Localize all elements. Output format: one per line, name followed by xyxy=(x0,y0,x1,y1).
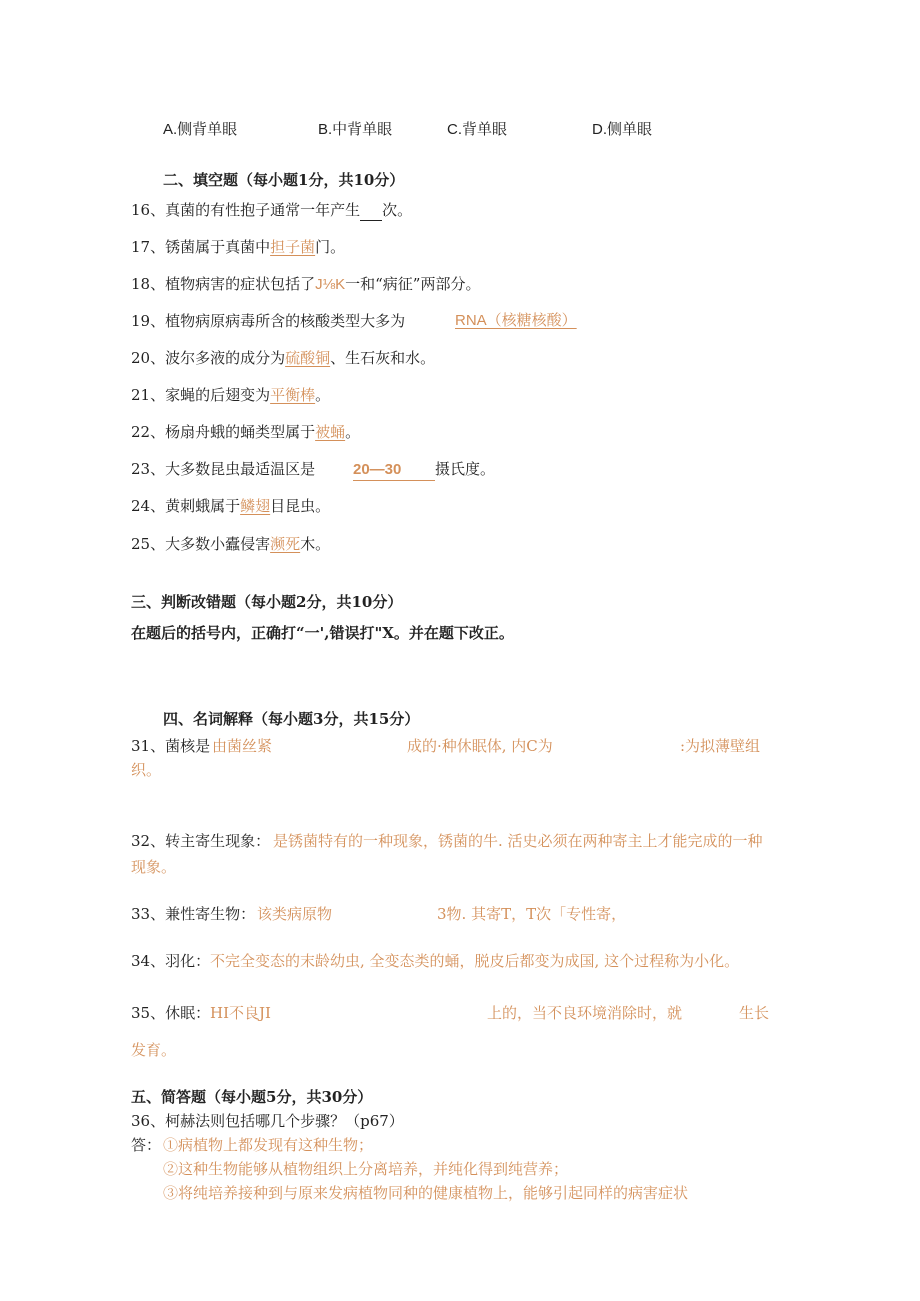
question-number: 25、 xyxy=(131,535,166,553)
question-text: 植物病原病毒所含的核酸类型大多为 xyxy=(165,312,406,330)
question-34-label: 34、羽化： xyxy=(131,952,211,970)
answer-35-part1: HI不良JI xyxy=(210,1004,271,1022)
answer-text: 担子菌 xyxy=(270,238,316,256)
answer-31-part1: 由菌丝紧 xyxy=(212,737,273,755)
answer-text: 被蛹 xyxy=(315,423,346,441)
question-24 xyxy=(131,496,330,516)
question-text: 锈菌属于真菌中 xyxy=(165,238,271,256)
question-17 xyxy=(131,237,345,257)
answer-34-part1: 不完全变态的末龄幼虫, 全变态类的蛹，脱皮后都变为成国, 这个过程称为小化。 xyxy=(210,952,740,970)
answer-label: 答： xyxy=(131,1136,162,1154)
question-text: 家蝇的后翅变为 xyxy=(165,386,271,404)
answer-35-part3: 生长 xyxy=(739,1004,770,1022)
answer-35-part4: 发育。 xyxy=(131,1041,177,1059)
question-text: 大多数小蠹侵害 xyxy=(165,535,271,553)
question-31-label: 31、菌核是 xyxy=(131,737,211,755)
answer-31-part4: 织。 xyxy=(131,761,162,779)
question-36: 36、柯赫法则包括哪几个步骤？（p67） xyxy=(131,1112,404,1130)
question-23 xyxy=(131,459,315,479)
answer-blank xyxy=(353,459,435,481)
answer-32-part2: 现象。 xyxy=(131,858,177,876)
question-text-after: 。 xyxy=(315,386,331,404)
option-b: B.中背单眼 xyxy=(318,121,393,138)
answer-text: J⅛K xyxy=(315,276,346,293)
question-text-after: 门。 xyxy=(315,238,346,256)
answer-text: 濒死 xyxy=(270,535,301,553)
question-number: 21、 xyxy=(131,386,166,404)
answer-33-part2: 3物. 其寄T，T次「专性寄， xyxy=(437,905,627,923)
question-18 xyxy=(131,274,480,295)
question-text: 杨扇舟蛾的蛹类型属于 xyxy=(165,423,316,441)
option-a: A.侧背单眼 xyxy=(163,121,238,138)
question-20 xyxy=(131,348,435,368)
question-25 xyxy=(131,534,330,554)
answer-text: 平衡棒 xyxy=(270,386,316,404)
question-number: 23、 xyxy=(131,460,166,478)
section-title-definitions: 四、名词解释（每小题3分，共15分） xyxy=(163,710,420,728)
question-19 xyxy=(131,311,405,331)
question-16 xyxy=(131,200,412,221)
answer-32-part1: 是锈菌特有的一种现象，锈菌的牛. 活史必须在两种寄主上才能完成的一种 xyxy=(273,832,763,850)
answer-36-step1: ①病植物上都发现有这种生物； xyxy=(163,1136,374,1154)
option-c: C.背单眼 xyxy=(447,121,508,138)
question-text: 真菌的有性抱子通常一年产生 xyxy=(165,201,361,219)
question-22 xyxy=(131,422,360,442)
answer-31-part3: :为拟薄壁组 xyxy=(680,737,761,755)
question-number: 18、 xyxy=(131,275,166,293)
question-number: 24、 xyxy=(131,497,166,515)
question-text: 植物病害的症状包括了 xyxy=(165,275,316,293)
question-text: 波尔多液的成分为 xyxy=(165,349,286,367)
section-title-fill-blank: 二、填空题（每小题1分，共10分） xyxy=(163,171,405,189)
answer-35-part2: 上的，当不良环境消除时，就 xyxy=(487,1004,683,1022)
section-title-true-false: 三、判断改错题（每小题2分，共10分） xyxy=(131,593,403,611)
question-text-after: 摄氏度。 xyxy=(435,460,496,478)
answer-36-step2: ②这种生物能够从植物组织上分离培养，并纯化得到纯营养； xyxy=(163,1160,569,1178)
question-32-label: 32、转主寄生现象： xyxy=(131,832,271,850)
question-text-after: 目昆虫。 xyxy=(270,497,331,515)
question-text-after: 。 xyxy=(345,423,361,441)
answer-text: 硫酸铜 xyxy=(285,349,331,367)
answer-33-part1: 该类病原物 xyxy=(257,905,333,923)
question-text-after: 、生石灰和水。 xyxy=(330,349,436,367)
question-number: 16、 xyxy=(131,201,166,219)
question-33-label: 33、兼性寄生物： xyxy=(131,905,256,923)
question-text-after: 一和“病征”两部分。 xyxy=(345,275,481,293)
question-number: 20、 xyxy=(131,349,166,367)
answer-36-step3: ③将纯培养接种到与原来发病植物同种的健康植物上，能够引起同样的病害症状 xyxy=(163,1184,689,1202)
question-text-after: 木。 xyxy=(300,535,331,553)
section-instruction: 在题后的括号内，正确打“一',错误打"X。并在题下改正。 xyxy=(131,624,514,642)
question-number: 19、 xyxy=(131,312,166,330)
question-21 xyxy=(131,385,330,405)
question-23-answer xyxy=(353,459,495,481)
question-number: 22、 xyxy=(131,423,166,441)
answer-text-19: RNA（核糖核酸） xyxy=(455,312,577,329)
answer-text: 鳞翅 xyxy=(240,497,271,515)
answer-text: 20—30 xyxy=(353,461,402,478)
question-35-label: 35、休眠： xyxy=(131,1004,211,1022)
option-d: D.侧单眼 xyxy=(592,121,653,138)
question-number: 17、 xyxy=(131,238,166,256)
question-text: 大多数昆虫最适温区是 xyxy=(165,460,316,478)
answer-blank xyxy=(360,200,382,221)
question-text: 黄刺蛾属于 xyxy=(165,497,241,515)
answer-31-part2: 成的·种休眠体, 内C为 xyxy=(407,737,553,755)
section-title-short-answer: 五、简答题（每小题5分，共30分） xyxy=(131,1088,373,1106)
question-text-after: 次。 xyxy=(382,201,413,219)
